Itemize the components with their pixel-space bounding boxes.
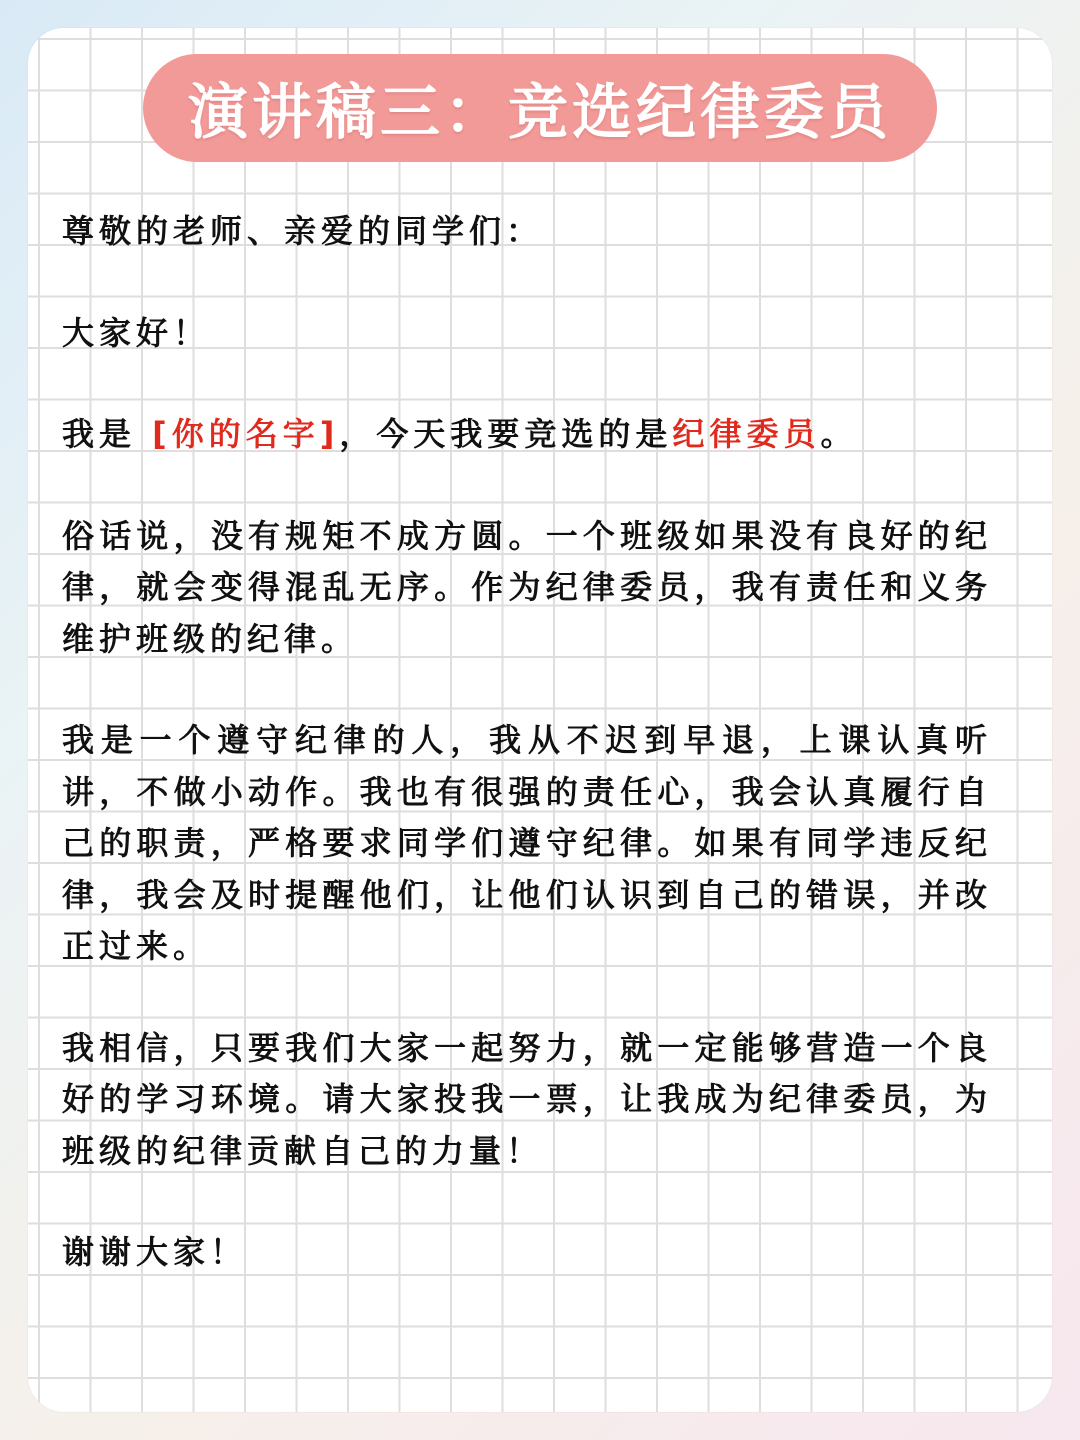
body-paragraph-2: 我是一个遵守纪律的人，我从不迟到早退，上课认真听讲，不做小动作。我也有很强的责任心，我会认真履行自己的职责，严格要求同学们遵守纪律。如果有同学违反纪律，我会及时提醒他们，让他们认识到自己的错误，并改正过来。: [62, 721, 992, 965]
page-title: 演讲稿三：竞选纪律委员: [188, 78, 892, 148]
speech-body: [62, 206, 992, 1329]
intro-suffix: 。: [820, 415, 858, 453]
body-paragraph-3: 我相信，只要我们大家一起努力，就一定能够营造一个良好的学习环境。请大家投我一票，让我成为纪律委员，为班级的纪律贡献自己的力量！: [62, 1028, 992, 1170]
greeting-text: 尊敬的老师、亲爱的同学们：: [62, 212, 544, 250]
intro-paragraph: [62, 409, 992, 461]
intro-prefix: 我是: [62, 415, 137, 453]
closing-text: 谢谢大家！: [62, 1233, 248, 1271]
grid-paper-card: [28, 28, 1052, 1412]
title-banner: [143, 54, 937, 162]
intro-middle: ，今天我要竞选的是: [339, 415, 673, 453]
hello-text: 大家好！: [62, 313, 211, 352]
body-paragraph-1: 俗话说，没有规矩不成方圆。一个班级如果没有良好的纪律，就会变得混乱无序。作为纪律委员，我有责任和义务维护班级的纪律。: [62, 516, 992, 658]
name-placeholder: [你的名字]: [152, 415, 340, 453]
position-highlight: 纪律委员: [672, 415, 821, 453]
